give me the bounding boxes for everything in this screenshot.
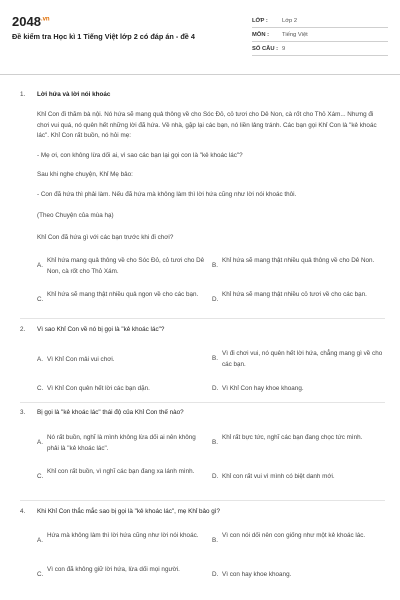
q2-option-b[interactable] [212,349,387,370]
meta-row-subject [252,28,388,42]
option-label: C. [37,296,44,303]
option-label: C. [37,571,44,578]
option-label: D. [212,571,219,578]
meta-value: 9 [282,45,286,52]
meta-key: MÔN : [252,31,270,38]
q4-option-a[interactable] [37,531,207,547]
passage-title: Lời hứa và lời nói khoác [37,91,111,98]
q2-option-a[interactable] [37,355,207,366]
question-divider [20,318,385,319]
option-text: Vì Khỉ Con quên hết lời các bạn dặn. [47,385,150,392]
option-text: Khỉ hứa mang quả thông về cho Sóc Đỏ, cỏ tươi cho Dê Non, cà rốt cho Thỏ Xám. [47,257,205,275]
option-label: B. [212,262,218,269]
logo-suffix: .vn [40,16,50,23]
question-text: Bị gọi là "kẻ khoác lác" thái độ của Khỉ Con thế nào? [37,409,184,416]
option-label: B. [212,439,218,446]
option-text: Nó rất buồn, nghĩ là mình không lừa dối ai nên không phải là "kẻ khoác lác". [47,434,196,452]
page-title: Đề kiểm tra Học kì 1 Tiếng Việt lớp 2 có đáp án - đề 4 [12,32,195,41]
question-number: 4. [20,508,26,515]
passage-line [37,151,387,162]
question-text: Khỉ Con đã hứa gì với các bạn trước khi đi chơi? [37,234,174,241]
question-3 [20,409,390,416]
question-number: 1. [20,91,26,98]
option-label: B. [212,355,218,362]
site-logo[interactable] [12,14,50,29]
question-number: 3. [20,409,26,416]
option-text: Vì con đã không giữ lời hứa, lừa dối mọi người. [47,566,180,573]
q1-option-b[interactable] [212,256,387,272]
question-number: 2. [20,326,26,333]
q2-option-c[interactable] [37,384,207,395]
q4-option-b[interactable] [212,531,387,547]
q4-option-c[interactable] [37,565,207,581]
question-divider [20,402,385,403]
option-text: Khỉ hứa sẽ mang thật nhiều quả thông về cho Dê Non. [222,257,375,264]
q1-option-a[interactable] [37,256,207,277]
header-divider [0,74,400,75]
option-label: A. [37,537,43,544]
logo-text: 2048 [12,14,41,29]
option-text: Vì con hay khoe khoang. [222,571,292,578]
option-label: D. [212,473,219,480]
q4-option-d[interactable] [212,570,387,581]
meta-key: LỚP : [252,17,268,24]
passage-paragraph: - Con đã hứa thì phải làm. Nếu đã hứa mà không làm thì lời hứa cũng như lời nói khoác thôi. [37,191,297,198]
passage-paragraph: - Mẹ ơi, con không lừa dối ai, vì sao các bạn lại gọi con là "kẻ khoác lác"? [37,152,243,159]
q3-option-b[interactable] [212,433,387,449]
passage-paragraph: Khỉ Con đi thăm bà nội. Nó hứa sẽ mang quả thông về cho Sóc Đỏ, cỏ tươi cho Dê Non, cà rốt cho Thỏ Xám... Nhưng đi chơi vui quá, nó quên hết những lời đã hứa. Về nhà, gặp lại các bạn, nó liền lảng tránh. Các bạn gọi Khỉ Con là "kẻ khoác lác". Khỉ Con rất buồn, nó hỏi mẹ: [37,111,377,139]
option-label: C. [37,473,44,480]
meta-table [252,14,388,56]
option-label: D. [212,385,219,392]
q3-option-a[interactable] [37,433,207,454]
meta-key: SỐ CÂU : [252,45,279,52]
meta-row-count [252,42,388,56]
option-text: Hứa mà không làm thì lời hứa cũng như lời nói khoác. [47,532,199,539]
q3-option-c[interactable] [37,467,207,483]
question-text: Khi Khỉ Con thắc mắc sao bị gọi là "kẻ khoác lác", mẹ Khỉ bảo gì? [37,508,220,515]
option-text: Khỉ hứa sẽ mang thật nhiều cỏ tươi về cho các bạn. [222,291,367,298]
page-header [0,0,400,74]
q1-option-d[interactable] [212,290,387,306]
option-text: Khỉ hứa sẽ mang thật nhiều quả ngon về cho các bạn. [47,291,199,298]
question-text: Vì sao Khỉ Con về nó bị gọi là "kẻ khoác lác"? [37,326,165,333]
passage-source-text: (Theo Chuyện của mùa hạ) [37,212,114,219]
passage-paragraph: Sau khi nghe chuyện, Khỉ Mẹ bảo: [37,171,133,178]
option-label: B. [212,537,218,544]
question-4 [20,508,390,515]
meta-value: Tiếng Việt [282,31,308,38]
passage-source [37,211,387,222]
q2-option-d[interactable] [212,384,387,395]
option-label: A. [37,356,43,363]
meta-row-class [252,14,388,28]
option-text: Vì Khỉ Con mải vui chơi. [47,356,115,363]
q3-option-d[interactable] [212,472,387,483]
question-1-header [20,91,390,98]
option-text: Vì Khỉ Con hay khoe khoang. [222,385,304,392]
option-label: C. [37,385,44,392]
option-label: D. [212,296,219,303]
option-label: A. [37,262,43,269]
option-text: Vì con nói dối nên con giống như một kẻ khoác lác. [222,532,366,539]
question-2 [20,326,390,333]
option-label: A. [37,439,43,446]
option-text: Khỉ rất bực tức, nghĩ các bạn đang chọc tức mình. [222,434,363,441]
passage-line [37,170,387,181]
option-text: Vì đi chơi vui, nó quên hết lời hứa, chẳng mang gì về cho các bạn. [222,350,383,368]
question-divider [20,500,385,501]
option-text: Khỉ con rất buồn, vì nghĩ các bạn đang xa lánh mình. [47,468,195,475]
option-text: Khỉ con rất vui vì mình có biệt danh mới. [222,473,335,480]
q1-option-c[interactable] [37,290,207,306]
passage-line [37,190,387,201]
meta-value: Lớp 2 [282,17,298,24]
reading-passage [37,110,387,142]
question-1-text [37,233,387,244]
